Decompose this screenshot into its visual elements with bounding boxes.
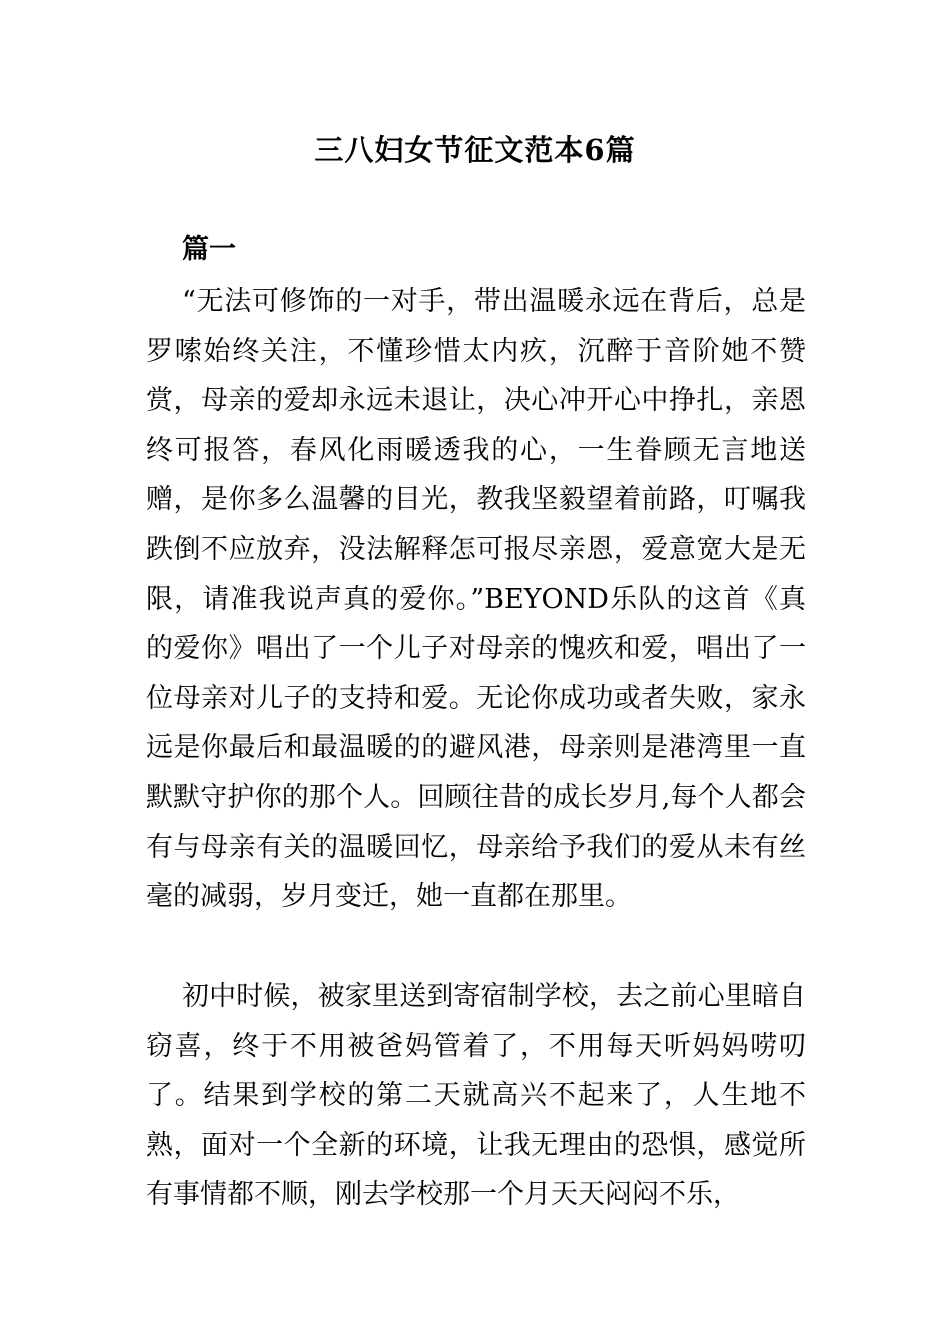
paragraph-1: “无法可修饰的一对手，带出温暖永远在背后，总是罗嗦始终关注，不懂珍惜太内疚，沉醉于音阶她不赞赏，母亲的爱却永远未退让，决心冲开心中挣扎，亲恩终可报答，春风化雨暖透我的心，一生眷顾无言地送赠，是你多么温馨的目光，教我坚毅望着前路，叮嘱我跌倒不应放弃，没法解释怎可报尽亲恩，爱意宽大是无限，请准我说声真的爱你。”BEYOND乐队的这首《真的爱你》唱出了一个儿子对母亲的愧疚和爱，唱出了一位母亲对儿子的支持和爱。无论你成功或者失败，家永远是你最后和最温暖的的避风港，母亲则是港湾里一直默默守护你的那个人。回顾往昔的成长岁月,每个人都会有与母亲有关的温暖回忆，母亲给予我们的爱从未有丝毫的减弱，岁月变迁，她一直都在那里。 (146, 286, 806, 913)
section-heading: 篇一 (182, 234, 236, 265)
document-title: 三八妇女节征文范本6篇 (314, 133, 636, 167)
paragraph-2: 初中时候，被家里送到寄宿制学校，去之前心里暗自窃喜，终于不用被爸妈管着了，不用每天听妈妈唠叨了。结果到学校的第二天就高兴不起来了，人生地不熟，面对一个全新的环境，让我无理由的恐惧，感觉所有事情都不顺，刚去学校那一个月天天闷闷不乐， (146, 981, 806, 1211)
